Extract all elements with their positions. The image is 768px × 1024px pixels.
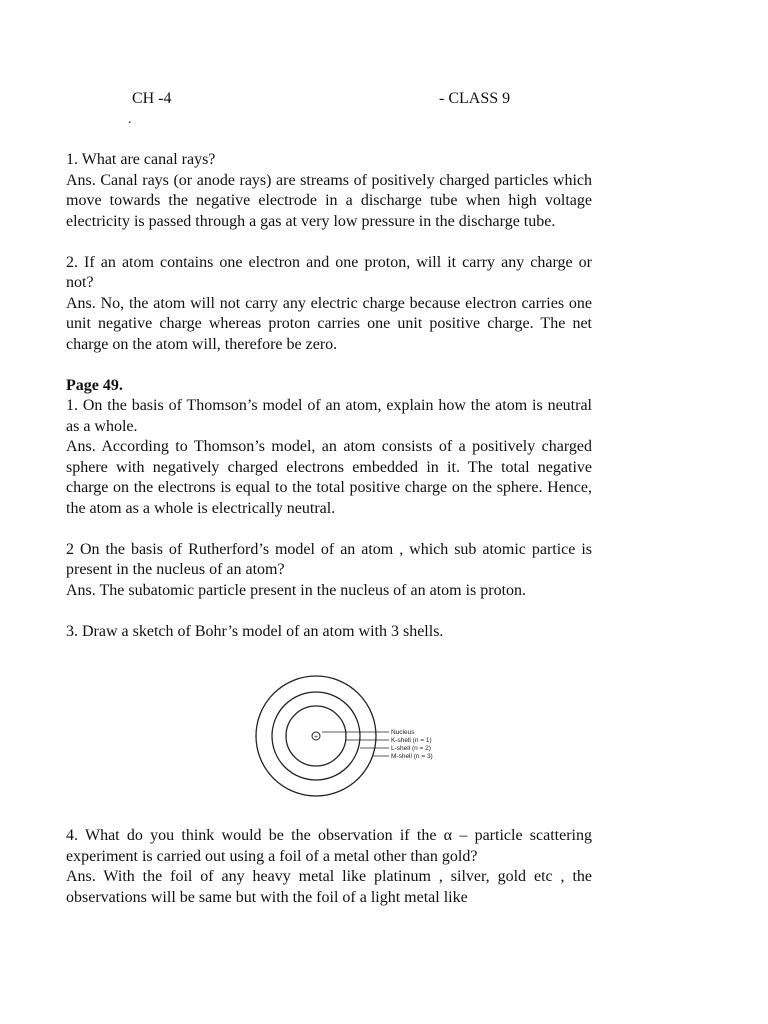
- stray-dot: .: [128, 112, 132, 127]
- answer-text: Ans. With the foil of any heavy metal like platinum , silver, gold etc , the observations will be same but with the foil of a light metal like: [66, 868, 592, 906]
- nucleus-symbol: +: [314, 733, 318, 741]
- question-text: 2 On the basis of Rutherford’s model of an atom , which sub atomic partice is present in the nucleus of an atom?: [66, 540, 592, 578]
- class-label: - CLASS 9: [439, 90, 511, 107]
- question-text: 1. On the basis of Thomson’s model of an atom, explain how the atom is neutral as a whole.: [66, 397, 592, 435]
- page-header: [132, 90, 532, 112]
- question-text: 1. What are canal rays?: [66, 151, 216, 168]
- answer-text: Ans. The subatomic particle present in the nucleus of an atom is proton.: [66, 581, 527, 599]
- question-text: 3. Draw a sketch of Bohr’s model of an atom with 3 shells.: [66, 622, 444, 640]
- document-body: [66, 150, 592, 908]
- answer-text: Ans. Canal rays (or anode rays) are streams of positively charged particles which move towards the negative electrode in a discharge tube when high voltage electricity is passed through a gas at very low pressure in the discharge tube.: [66, 171, 592, 230]
- question-text: 4. What do you think would be the observation if the α – particle scattering experiment is carried out using a foil of a metal other than gold?: [66, 827, 592, 865]
- diagram-label: K-shell (n = 1): [391, 737, 432, 744]
- page-heading: Page 49.: [66, 376, 123, 394]
- question-text: 2. If an atom contains one electron and one proton, will it carry any charge or not?: [66, 253, 592, 291]
- chapter-label: CH -4: [132, 90, 172, 107]
- diagram-label: L-shell (n = 2): [391, 745, 431, 752]
- diagram-label: M-shell (n = 3): [391, 753, 433, 760]
- bohr-model-diagram: [254, 674, 454, 798]
- answer-text: Ans. No, the atom will not carry any electric charge because electron carries one unit negative charge whereas proton carries one unit positive charge. The net charge on the atom will, therefore be zero.: [66, 294, 592, 353]
- answer-text: Ans. According to Thomson’s model, an atom consists of a positively charged sphere with negatively charged electrons embedded in it. The total negative charge on the electrons is equal to the total positive charge on the sphere. Hence, the atom as a whole is electrically neutral.: [66, 438, 592, 517]
- diagram-label: Nucleus: [391, 729, 415, 736]
